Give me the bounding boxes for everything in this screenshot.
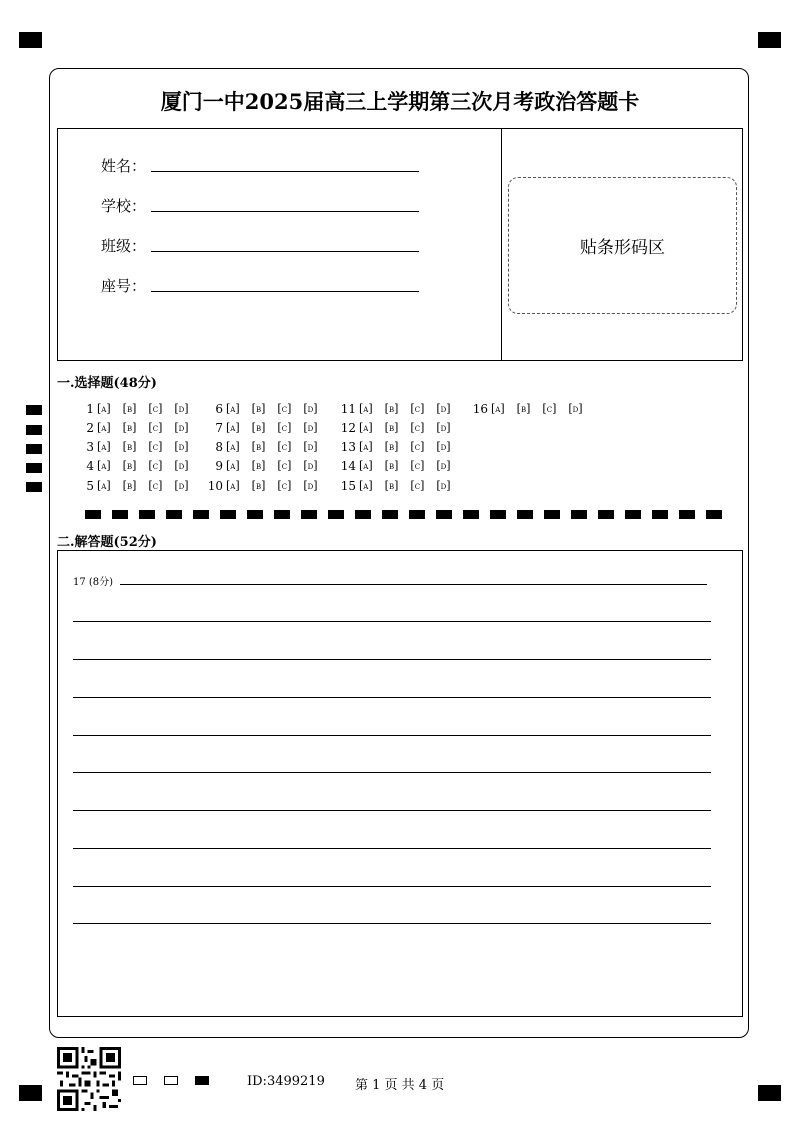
option-b-bubble[interactable]: [B] <box>122 420 137 434</box>
class-field[interactable] <box>151 251 419 252</box>
option-b-bubble[interactable]: [B] <box>251 458 266 472</box>
corner-mark-bottom-right <box>758 1085 781 1101</box>
card-id: ID:3499219 <box>247 1074 325 1089</box>
timing-mark <box>328 510 344 519</box>
option-d-bubble[interactable]: [D] <box>568 401 583 415</box>
answer-line[interactable] <box>120 584 707 585</box>
timing-mark <box>436 510 452 519</box>
row-mark <box>26 425 42 435</box>
seat-field[interactable] <box>151 291 419 292</box>
name-field[interactable] <box>151 171 419 172</box>
info-divider <box>501 128 502 361</box>
option-d-bubble[interactable]: [D] <box>174 458 189 472</box>
footer-box-1 <box>133 1076 147 1085</box>
option-c-bubble[interactable]: [C] <box>148 478 163 492</box>
option-d-bubble[interactable]: [D] <box>174 420 189 434</box>
option-c-bubble[interactable]: [C] <box>277 439 292 453</box>
option-b-bubble[interactable]: [B] <box>384 458 399 472</box>
option-a-bubble[interactable]: [A] <box>97 420 111 434</box>
option-c-bubble[interactable]: [C] <box>148 439 163 453</box>
seat-label: 座号： <box>101 277 147 295</box>
option-d-bubble[interactable]: [D] <box>436 439 451 453</box>
timing-marks <box>85 510 722 519</box>
option-b-bubble[interactable]: [B] <box>384 478 399 492</box>
answer-line[interactable] <box>73 886 711 887</box>
option-c-bubble[interactable]: [C] <box>277 401 292 415</box>
option-a-bubble[interactable]: [A] <box>97 439 111 453</box>
option-d-bubble[interactable]: [D] <box>436 478 451 492</box>
option-b-bubble[interactable]: [B] <box>384 420 399 434</box>
option-a-bubble[interactable]: [A] <box>359 478 373 492</box>
option-b-bubble[interactable]: [B] <box>516 401 531 415</box>
question-number: 7 <box>215 421 223 435</box>
footer-box-2 <box>164 1076 178 1085</box>
question-number: 9 <box>215 459 223 473</box>
timing-mark <box>625 510 641 519</box>
question-16 <box>472 402 595 416</box>
option-b-bubble[interactable]: [B] <box>251 401 266 415</box>
option-d-bubble[interactable]: [D] <box>174 401 189 415</box>
option-b-bubble[interactable]: [B] <box>251 439 266 453</box>
option-a-bubble[interactable]: [A] <box>359 401 373 415</box>
option-c-bubble[interactable]: [C] <box>410 401 425 415</box>
answer-section-title: 二.解答题(52分) <box>57 535 157 550</box>
option-b-bubble[interactable]: [B] <box>122 401 137 415</box>
question-number: 4 <box>86 459 94 473</box>
option-d-bubble[interactable]: [D] <box>436 420 451 434</box>
name-label: 姓名： <box>101 157 147 175</box>
option-a-bubble[interactable]: [A] <box>226 478 240 492</box>
option-c-bubble[interactable]: [C] <box>410 420 425 434</box>
question-10 <box>207 479 330 493</box>
option-a-bubble[interactable]: [A] <box>226 401 240 415</box>
timing-mark <box>247 510 263 519</box>
timing-mark <box>490 510 506 519</box>
footer-box-filled <box>195 1076 209 1085</box>
timing-mark <box>274 510 290 519</box>
timing-mark <box>166 510 182 519</box>
question-15 <box>340 479 463 493</box>
option-a-bubble[interactable]: [A] <box>359 458 373 472</box>
row-mark <box>26 463 42 473</box>
question-1 <box>78 402 201 416</box>
question-number: 5 <box>86 479 94 493</box>
timing-mark <box>85 510 101 519</box>
option-c-bubble[interactable]: [C] <box>542 401 557 415</box>
timing-mark <box>382 510 398 519</box>
timing-mark <box>220 510 236 519</box>
question-number: 3 <box>86 440 94 454</box>
question-number: 15 <box>340 479 356 493</box>
question-12 <box>340 421 463 435</box>
option-c-bubble[interactable]: [C] <box>410 458 425 472</box>
question-number: 12 <box>340 421 356 435</box>
question-7 <box>207 421 330 435</box>
option-a-bubble[interactable]: [A] <box>97 458 111 472</box>
option-b-bubble[interactable]: [B] <box>384 439 399 453</box>
school-field[interactable] <box>151 211 419 212</box>
question-4 <box>78 459 201 473</box>
question-number: 6 <box>215 402 223 416</box>
option-c-bubble[interactable]: [C] <box>148 401 163 415</box>
option-c-bubble[interactable]: [C] <box>148 458 163 472</box>
question-13 <box>340 440 463 454</box>
option-a-bubble[interactable]: [A] <box>359 439 373 453</box>
answer-line[interactable] <box>73 848 711 849</box>
option-d-bubble[interactable]: [D] <box>303 458 318 472</box>
question-number: 13 <box>340 440 356 454</box>
question-number: 11 <box>340 402 356 416</box>
question-6 <box>207 402 330 416</box>
option-d-bubble[interactable]: [D] <box>303 420 318 434</box>
option-b-bubble[interactable]: [B] <box>251 478 266 492</box>
barcode-label: 贴条形码区 <box>580 238 665 258</box>
question-5 <box>78 479 201 493</box>
row-mark <box>26 482 42 492</box>
option-b-bubble[interactable]: [B] <box>251 420 266 434</box>
option-a-bubble[interactable]: [A] <box>226 439 240 453</box>
option-a-bubble[interactable]: [A] <box>226 458 240 472</box>
card-title: 厦门一中2025届高三上学期第三次月考政治答题卡 <box>160 89 640 114</box>
option-c-bubble[interactable]: [C] <box>277 478 292 492</box>
timing-mark <box>355 510 371 519</box>
option-d-bubble[interactable]: [D] <box>174 439 189 453</box>
timing-mark <box>679 510 695 519</box>
option-d-bubble[interactable]: [D] <box>303 401 318 415</box>
timing-mark <box>598 510 614 519</box>
question-8 <box>207 440 330 454</box>
option-c-bubble[interactable]: [C] <box>277 420 292 434</box>
school-label: 学校： <box>101 197 147 215</box>
timing-mark <box>409 510 425 519</box>
option-d-bubble[interactable]: [D] <box>303 439 318 453</box>
timing-mark <box>139 510 155 519</box>
timing-mark <box>112 510 128 519</box>
question-17-label: 17 (8分) <box>73 577 114 588</box>
question-number: 10 <box>207 479 223 493</box>
option-c-bubble[interactable]: [C] <box>410 478 425 492</box>
answer-line[interactable] <box>73 659 711 660</box>
row-mark <box>26 444 42 454</box>
page-indicator: 第 1 页 共 4 页 <box>355 1078 445 1093</box>
question-number: 14 <box>340 459 356 473</box>
question-11 <box>340 402 463 416</box>
timing-mark <box>517 510 533 519</box>
timing-mark <box>463 510 479 519</box>
timing-mark <box>706 510 722 519</box>
option-c-bubble[interactable]: [C] <box>148 420 163 434</box>
class-label: 班级： <box>101 237 147 255</box>
option-a-bubble[interactable]: [A] <box>359 420 373 434</box>
answer-line[interactable] <box>73 621 711 622</box>
qr-code-icon <box>57 1047 121 1111</box>
corner-mark-top-left <box>19 32 42 48</box>
corner-mark-top-right <box>758 32 781 48</box>
option-b-bubble[interactable]: [B] <box>122 478 137 492</box>
timing-mark <box>544 510 560 519</box>
answer-line[interactable] <box>73 697 711 698</box>
option-d-bubble[interactable]: [D] <box>174 478 189 492</box>
barcode-area <box>508 177 737 314</box>
option-b-bubble[interactable]: [B] <box>122 458 137 472</box>
option-c-bubble[interactable]: [C] <box>410 439 425 453</box>
corner-mark-bottom-left <box>19 1085 42 1101</box>
answer-line[interactable] <box>73 772 711 773</box>
question-number: 8 <box>215 440 223 454</box>
timing-mark <box>571 510 587 519</box>
option-b-bubble[interactable]: [B] <box>384 401 399 415</box>
answer-line[interactable] <box>73 810 711 811</box>
option-c-bubble[interactable]: [C] <box>277 458 292 472</box>
question-9 <box>207 459 330 473</box>
timing-mark <box>193 510 209 519</box>
answer-line[interactable] <box>73 735 711 736</box>
option-d-bubble[interactable]: [D] <box>436 458 451 472</box>
question-3 <box>78 440 201 454</box>
question-number: 1 <box>86 402 94 416</box>
choice-section-title: 一.选择题(48分) <box>57 376 157 391</box>
question-14 <box>340 459 463 473</box>
option-b-bubble[interactable]: [B] <box>122 439 137 453</box>
option-a-bubble[interactable]: [A] <box>97 478 111 492</box>
option-d-bubble[interactable]: [D] <box>436 401 451 415</box>
option-a-bubble[interactable]: [A] <box>491 401 505 415</box>
answer-line[interactable] <box>73 923 711 924</box>
question-2 <box>78 421 201 435</box>
question-number: 2 <box>86 421 94 435</box>
option-d-bubble[interactable]: [D] <box>303 478 318 492</box>
timing-mark <box>652 510 668 519</box>
timing-mark <box>301 510 317 519</box>
option-a-bubble[interactable]: [A] <box>97 401 111 415</box>
row-mark <box>26 405 42 415</box>
question-number: 16 <box>472 402 488 416</box>
option-a-bubble[interactable]: [A] <box>226 420 240 434</box>
